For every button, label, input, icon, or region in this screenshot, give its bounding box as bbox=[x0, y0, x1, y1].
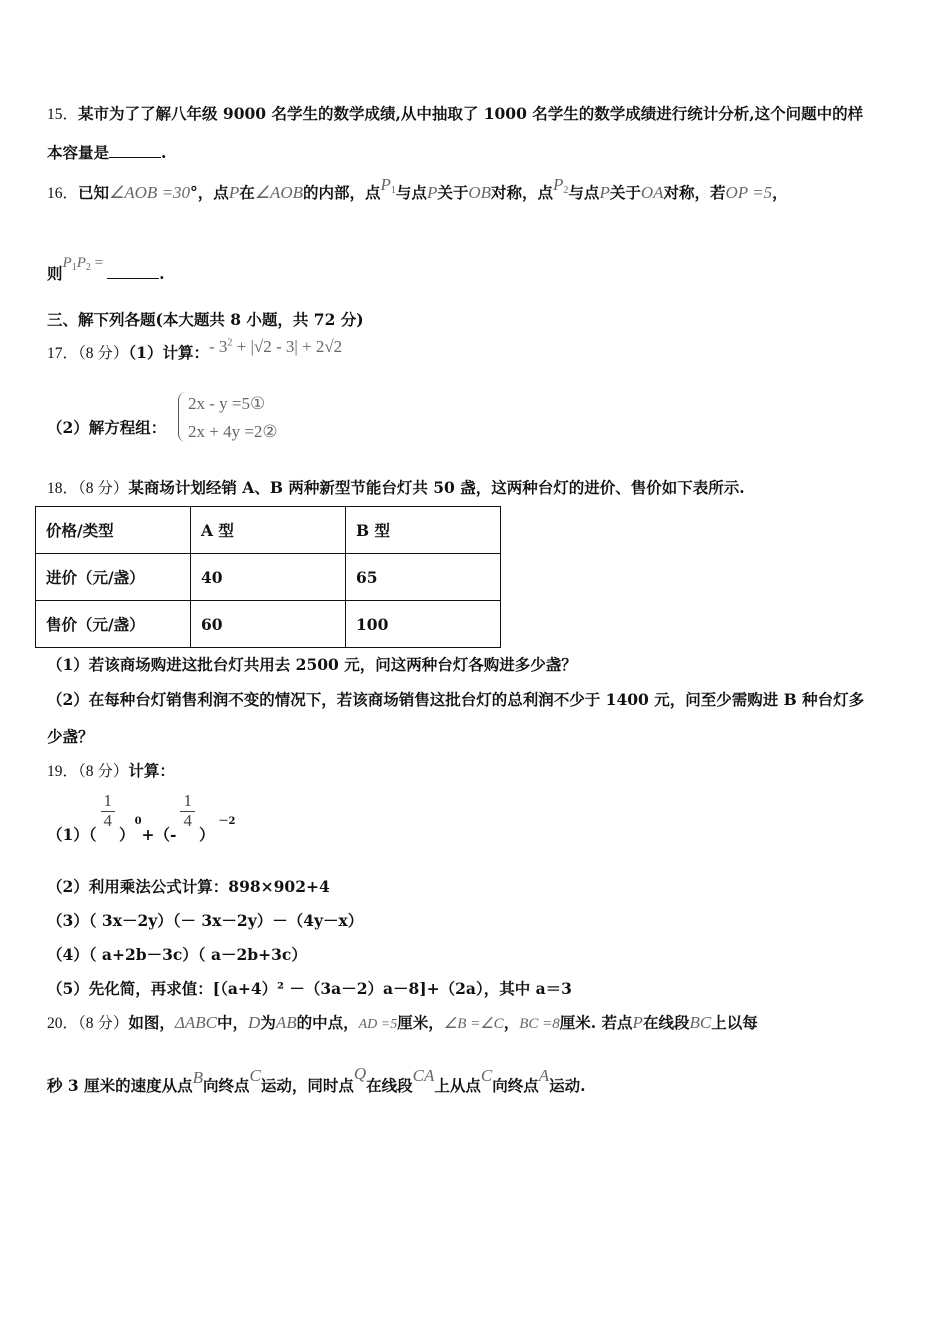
q20-text-l2g: 运动. bbox=[549, 1076, 586, 1095]
q18-text: 某商场计划经销 A、B 两种新型节能台灯共 50 盏，这两种台灯的进价、售价如下表所示. bbox=[128, 478, 745, 497]
q15-number: 15． bbox=[47, 106, 79, 123]
q17-equation-2: 2x + 4y =2② bbox=[188, 422, 278, 441]
q20-number: 20． bbox=[47, 1015, 79, 1032]
table-row bbox=[36, 601, 501, 648]
q20-text-l2a: 秒 3 厘米的速度从点 bbox=[47, 1076, 193, 1095]
q16-line-oa: OA bbox=[640, 183, 664, 202]
equation-system-brace bbox=[178, 392, 187, 442]
section-3-heading: 三、解下列各题(本大题共 8 小题，共 72 分) bbox=[47, 310, 364, 329]
q18-number: 18． bbox=[47, 480, 79, 497]
q18-sub2-line1: （2）在每种台灯销售利润不变的情况下，若该商场销售这批台灯的总利润不少于 1400 元，问至少需购进 B 种台灯多 bbox=[47, 690, 865, 709]
q20-point-q: Q bbox=[353, 1064, 367, 1083]
q15-text-b: 本容量是 bbox=[47, 143, 110, 162]
q16-angle-aob-2: ∠AOB bbox=[254, 183, 304, 202]
q16-text-2: °，点 bbox=[190, 183, 229, 202]
table-cell: 进价（元/盏） bbox=[36, 554, 191, 601]
q16-point-p-2: P bbox=[426, 183, 438, 202]
q16-line-ob: OB bbox=[468, 183, 492, 202]
q20-text-l2b: 向终点 bbox=[202, 1076, 250, 1095]
table-header-cell: B 型 bbox=[346, 507, 501, 554]
q19-p1-label: （1）（ bbox=[47, 825, 97, 845]
q20-text-8: 在线段 bbox=[642, 1013, 690, 1032]
fraction-one-quarter: $\frac{1}{4}$ bbox=[101, 792, 116, 830]
table-cell: 100 bbox=[346, 601, 501, 648]
q20-text-7: 厘米. 若点 bbox=[559, 1013, 633, 1032]
q20-text-3: 为 bbox=[260, 1013, 276, 1032]
q19-part3: （3）（ 3x－2y）（－ 3x－2y）－（4y－x） bbox=[47, 911, 364, 930]
q16-text-10: 对称，若 bbox=[663, 183, 726, 202]
q20-bc-value: BC =8 bbox=[519, 1016, 560, 1032]
q18-sub1: （1）若该商场购进这批台灯共用去 2500 元，问这两种台灯各购进多少盏？ bbox=[47, 655, 577, 674]
q17-part2-label: （2）解方程组： bbox=[47, 418, 167, 437]
q15-line2 bbox=[47, 141, 166, 163]
q16-line2 bbox=[47, 255, 165, 283]
table-row bbox=[36, 507, 501, 554]
q16-text-4: 的内部，点 bbox=[303, 183, 381, 202]
q17-equation-1: 2x - y =5① bbox=[188, 394, 266, 413]
q17-part1-label: （1）计算： bbox=[128, 343, 209, 362]
q16-point-p2: $P_2$ bbox=[553, 175, 569, 196]
q19-score: （8 分） bbox=[78, 763, 129, 780]
q20-point-p: P bbox=[632, 1013, 643, 1032]
q16-text-5: 与点 bbox=[395, 183, 427, 202]
table-header-cell: 价格/类型 bbox=[36, 507, 191, 554]
q16-then: 则 bbox=[47, 264, 63, 283]
q20-point-d: D bbox=[248, 1013, 261, 1032]
q20-point-c: C bbox=[249, 1066, 261, 1085]
q17-score: （8 分） bbox=[78, 345, 129, 362]
q16-answer-blank[interactable] bbox=[107, 264, 159, 279]
table-header-cell: A 型 bbox=[191, 507, 346, 554]
q20-text-l2f: 向终点 bbox=[492, 1076, 539, 1095]
q20-segment-ca: CA bbox=[412, 1066, 435, 1085]
q16-point-p1: $P_1$ bbox=[380, 175, 396, 196]
q20-segment-ab: AB bbox=[275, 1013, 297, 1032]
q16-angle-aob: ∠AOB =30 bbox=[109, 183, 191, 202]
q20-angle-equality: ∠B =∠C bbox=[443, 1016, 504, 1032]
q16-period: . bbox=[159, 264, 165, 283]
q20-point-c-2: C bbox=[480, 1066, 493, 1085]
q20-text-1: 如图， bbox=[128, 1013, 175, 1032]
q19-part5: （5）先化简，再求值：[（a+4）² －（3a－2）a－8]+（2a），其中 a＝3 bbox=[47, 979, 572, 998]
q20-line2 bbox=[47, 1064, 586, 1095]
q16-text-6: 关于 bbox=[437, 183, 469, 202]
q20-score: （8 分） bbox=[78, 1015, 129, 1032]
q19-title: 计算： bbox=[128, 761, 175, 780]
q20-point-a: A bbox=[538, 1066, 550, 1085]
q19-part1 bbox=[47, 791, 236, 845]
q16-text-9: 关于 bbox=[609, 183, 641, 202]
q15-text: 某市为了了解八年级 9000 名学生的数学成绩,从中抽取了 1000 名学生的数学成绩进行统计分析,这个问题中的样 bbox=[78, 104, 864, 123]
q16-point-p-3: P bbox=[599, 183, 610, 202]
q15-line1 bbox=[47, 102, 863, 124]
table-row bbox=[36, 554, 501, 601]
table-cell: 售价（元/盏） bbox=[36, 601, 191, 648]
q20-text-6: ， bbox=[503, 1013, 520, 1032]
q19-exponent-zero: 0 bbox=[134, 816, 142, 828]
q16-p1p2: $P_1P_2$ = bbox=[62, 255, 104, 273]
q20-segment-bc: BC bbox=[689, 1013, 712, 1032]
q16-op-value: OP =5 bbox=[725, 183, 773, 202]
q15-period: . bbox=[161, 143, 167, 162]
q17-number: 17． bbox=[47, 345, 79, 362]
q19-p1-paren: ） bbox=[119, 825, 135, 845]
table-cell: 65 bbox=[346, 554, 501, 601]
q19-line1 bbox=[47, 759, 175, 781]
q17-expression: - $3^2 + |√2 - 3| + 2√2$ bbox=[208, 337, 343, 356]
q20-text-l2c: 运动，同时点 bbox=[260, 1076, 354, 1095]
price-table bbox=[35, 506, 501, 648]
q16-line1 bbox=[47, 175, 788, 204]
q16-point-p: P bbox=[228, 183, 240, 202]
q19-p1-plus: +（- bbox=[141, 825, 177, 845]
q16-text-8: 与点 bbox=[568, 183, 600, 202]
q19-part4: （4）（ a+2b－3c）（ a－2b+3c） bbox=[47, 945, 307, 964]
q20-line1 bbox=[47, 1011, 758, 1033]
table-cell: 40 bbox=[191, 554, 346, 601]
q20-text-4: 的中点， bbox=[296, 1013, 359, 1032]
q20-text-9: 上以每 bbox=[711, 1013, 758, 1032]
q20-text-l2d: 在线段 bbox=[366, 1076, 413, 1095]
q18-line1 bbox=[47, 476, 745, 498]
q16-number: 16． bbox=[47, 185, 79, 202]
q17-line2 bbox=[47, 416, 166, 438]
q16-text-7: 对称，点 bbox=[491, 183, 554, 202]
q16-text-1: 已知 bbox=[78, 183, 110, 202]
q16-text-11: ， bbox=[772, 183, 788, 202]
q20-text-2: 中， bbox=[217, 1013, 249, 1032]
q19-p1-paren-2: ） bbox=[198, 825, 215, 845]
q20-triangle: ΔABC bbox=[174, 1013, 218, 1032]
q20-point-b: B bbox=[192, 1068, 203, 1087]
q16-text-3: 在 bbox=[239, 183, 255, 202]
q19-part2: （2）利用乘法公式计算：898×902+4 bbox=[47, 877, 330, 896]
q20-text-5: 厘米， bbox=[397, 1013, 444, 1032]
q15-answer-blank[interactable] bbox=[109, 143, 161, 158]
q18-sub2-line2: 少盏？ bbox=[47, 727, 94, 746]
q18-score: （8 分） bbox=[78, 480, 129, 497]
q19-exponent-minus-two: －2 bbox=[218, 816, 236, 828]
q19-number: 19． bbox=[47, 763, 79, 780]
fraction-one-quarter-2: $\frac{1}{4}$ bbox=[180, 792, 195, 830]
table-cell: 60 bbox=[191, 601, 346, 648]
q20-text-l2e: 上从点 bbox=[434, 1076, 481, 1095]
q20-ad-value: AD =5 bbox=[358, 1017, 398, 1032]
q17-line1 bbox=[47, 337, 343, 363]
